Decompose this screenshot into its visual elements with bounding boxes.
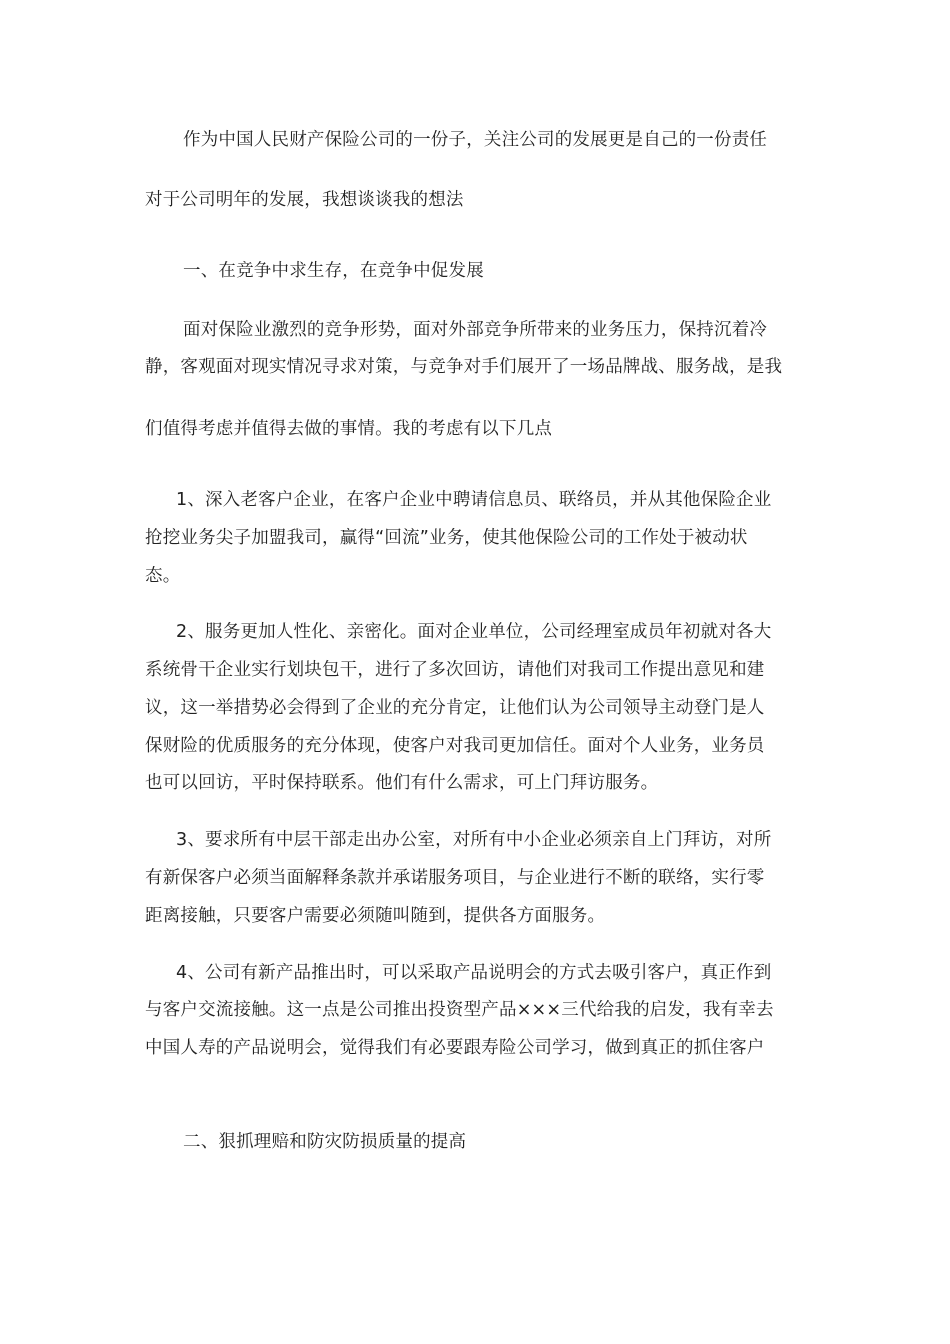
list-item-line: 议，这一举措势必会得到了企业的充分肯定，让他们认为公司领导主动登门是人: [145, 698, 765, 718]
list-item-line: 有新保客户必须当面解释条款并承诺服务项目，与企业进行不断的联络，实行零: [145, 868, 765, 888]
paragraph-line: 面对保险业激烈的竞争形势，面对外部竞争所带来的业务压力，保持沉着冷: [183, 320, 768, 340]
list-item-line: 保财险的优质服务的充分体现，使客户对我司更加信任。面对个人业务，业务员: [145, 736, 765, 756]
list-item-line: 2、服务更加人性化、亲密化。面对企业单位，公司经理室成员年初就对各大: [176, 622, 772, 642]
list-item-line: 4、公司有新产品推出时，可以采取产品说明会的方式去吸引客户，真正作到: [176, 963, 772, 983]
list-item-line: 系统骨干企业实行划块包干，进行了多次回访，请他们对我司工作提出意见和建: [145, 660, 765, 680]
paragraph-line: 静，客观面对现实情况寻求对策，与竞争对手们展开了一场品牌战、服务战，是我: [145, 357, 783, 377]
list-item-line: 态。: [145, 566, 181, 586]
list-item-line: 抢挖业务尖子加盟我司，赢得“回流”业务，使其他保险公司的工作处于被动状: [145, 528, 748, 548]
list-item-line: 3、要求所有中层干部走出办公室，对所有中小企业必须亲自上门拜访，对所: [176, 830, 772, 850]
paragraph-line: 们值得考虑并值得去做的事情。我的考虑有以下几点: [145, 419, 553, 439]
paragraph-line: 对于公司明年的发展，我想谈谈我的想法: [145, 190, 464, 210]
paragraph-line: 作为中国人民财产保险公司的一份子，关注公司的发展更是自己的一份责任: [183, 130, 768, 150]
section-heading: 二、狠抓理赔和防灾防损质量的提高: [183, 1132, 467, 1152]
list-item-line: 也可以回访，平时保持联系。他们有什么需求，可上门拜访服务。: [145, 773, 659, 793]
list-item-line: 与客户交流接触。这一点是公司推出投资型产品×××三代给我的启发，我有幸去: [145, 1000, 774, 1020]
list-item-line: 距离接触，只要客户需要必须随叫随到，提供各方面服务。: [145, 906, 606, 926]
list-item-line: 中国人寿的产品说明会，觉得我们有必要跟寿险公司学习，做到真正的抓住客户: [145, 1038, 765, 1058]
list-item-line: 1、深入老客户企业，在客户企业中聘请信息员、联络员，并从其他保险企业: [176, 490, 772, 510]
section-heading: 一、在竞争中求生存，在竞争中促发展: [183, 261, 484, 281]
